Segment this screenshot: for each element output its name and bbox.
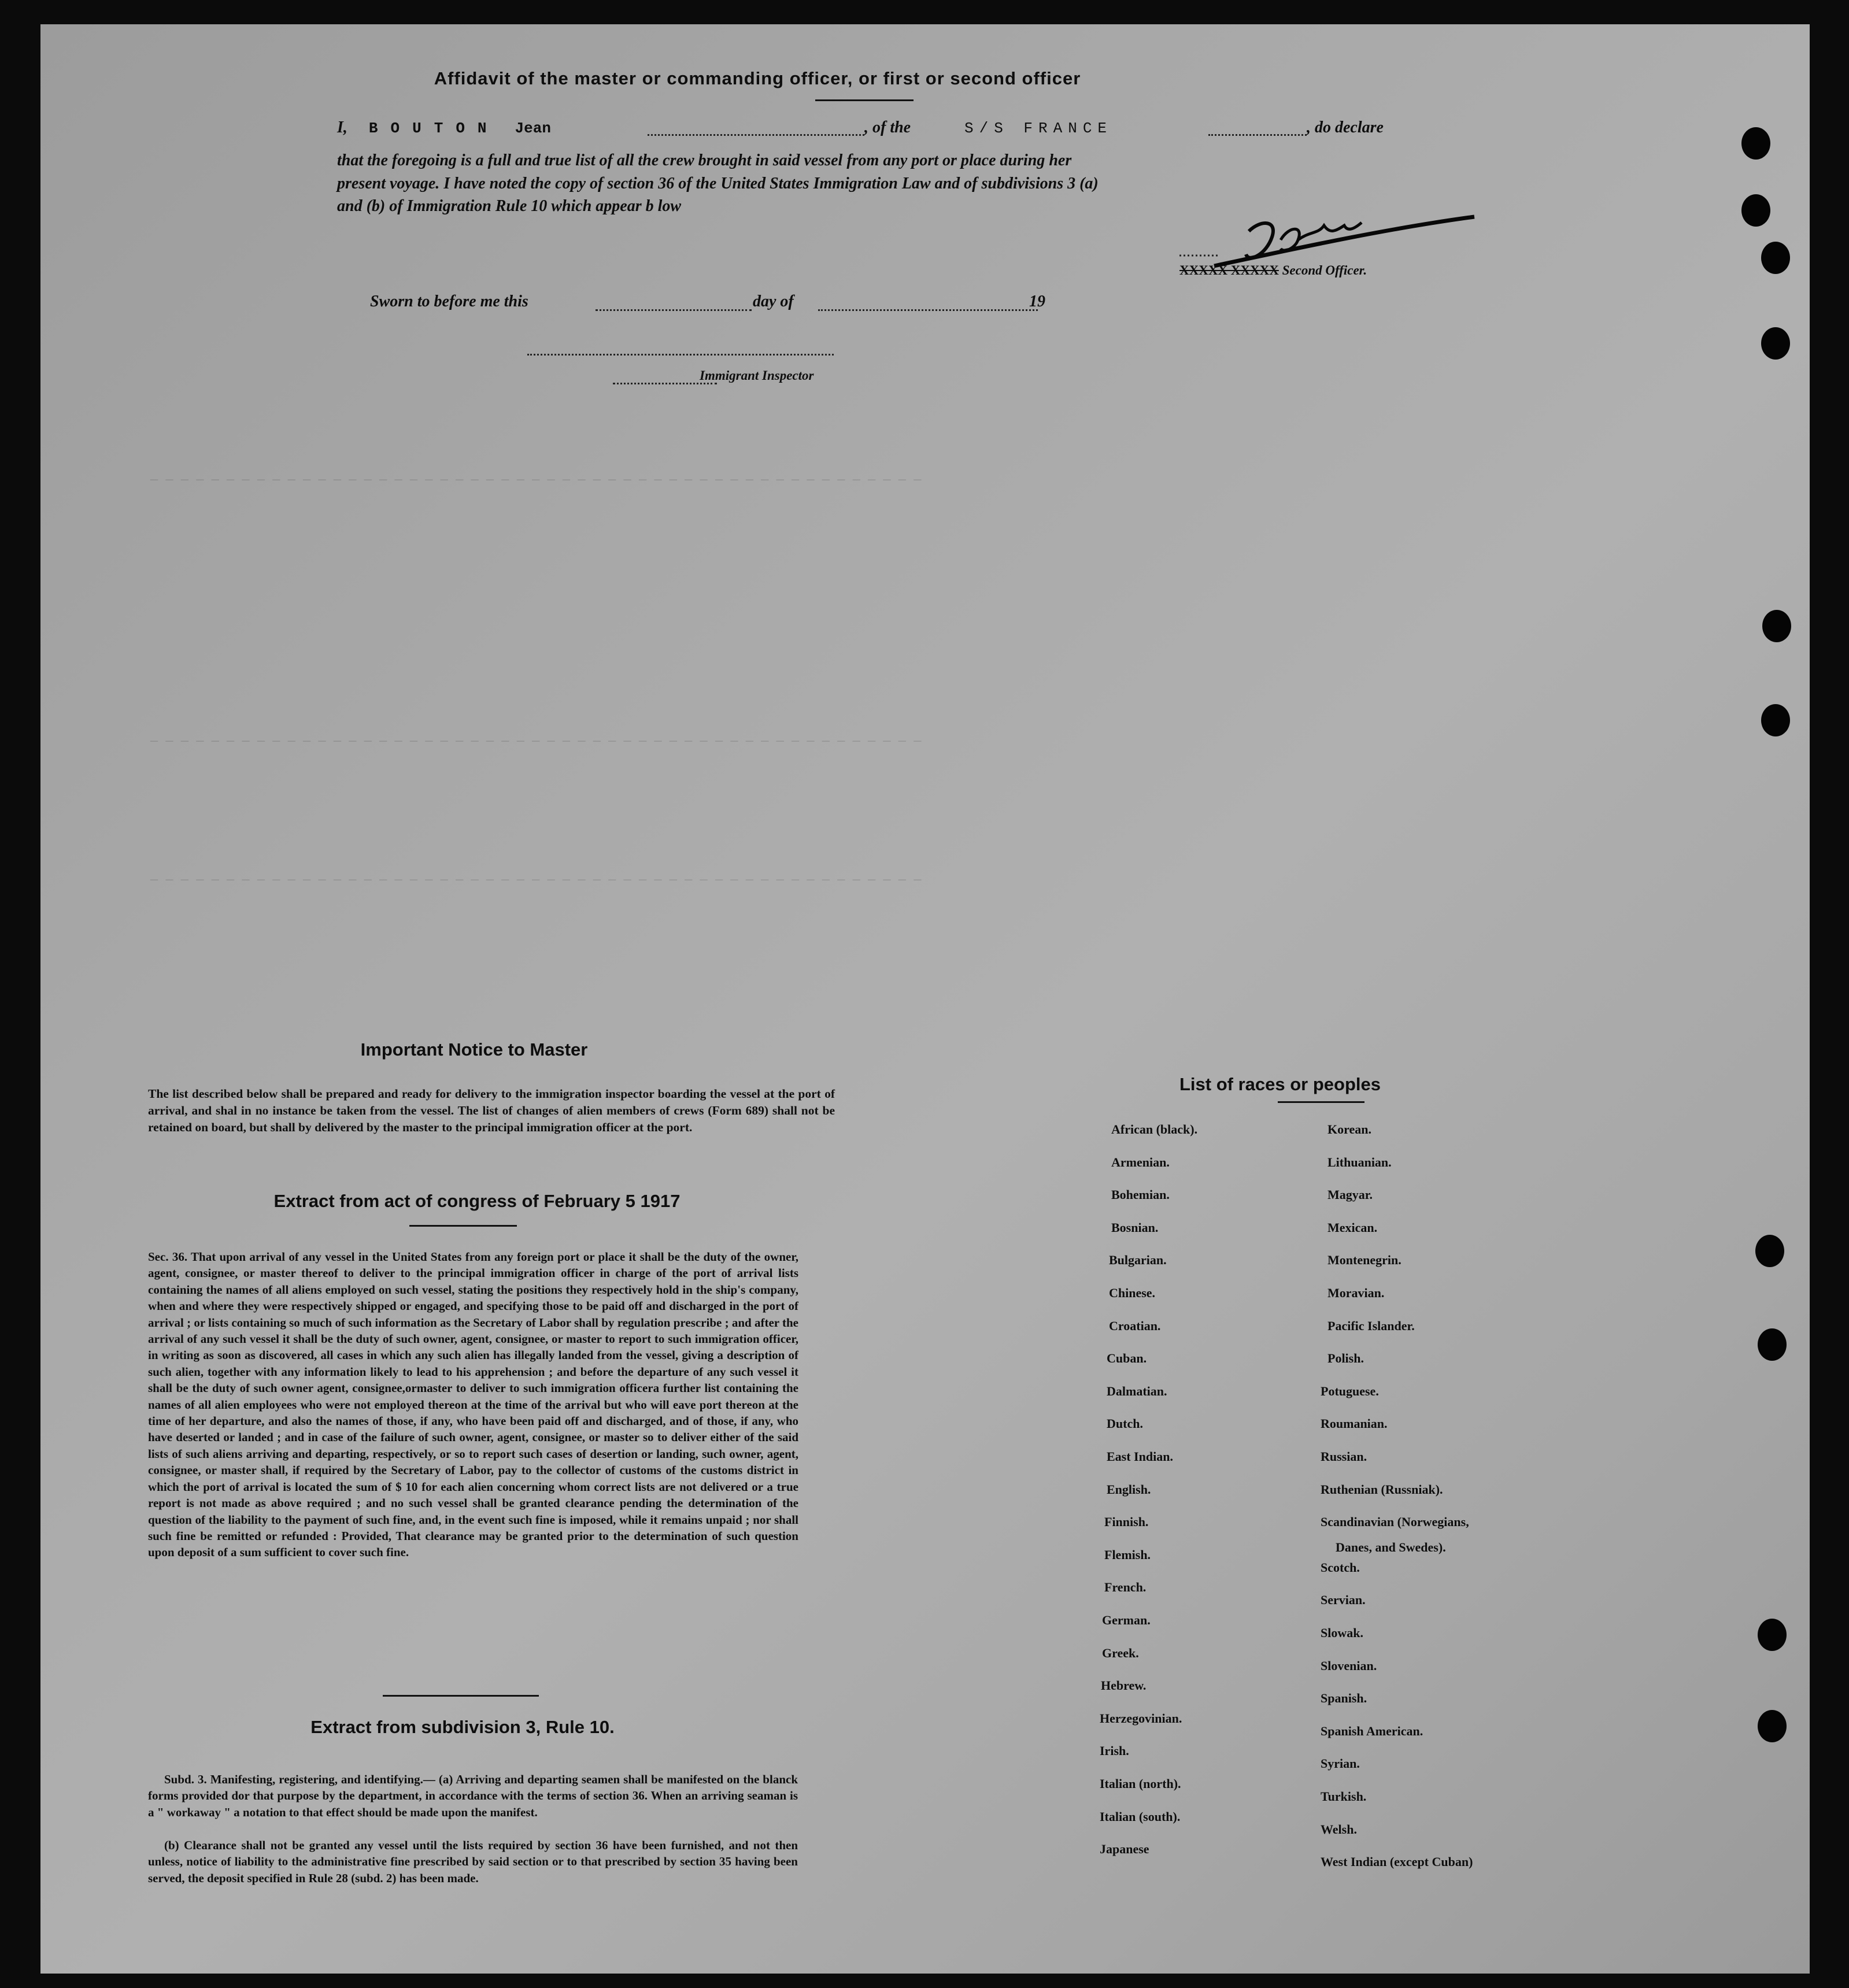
race-item: Russian. (1321, 1449, 1367, 1464)
divider (815, 99, 914, 101)
race-item: Dalmatian. (1107, 1383, 1167, 1398)
race-item: Scandinavian (Norwegians, (1321, 1515, 1469, 1530)
extract-act-body: Sec. 36. That upon arrival of any vessel in the United States from any foreign port or place it shall be the duty of the owner, agent, consignee, or master thereof to deliver to the principal immigration officer in charge of the port of arrival lists containing the names of all aliens employed on such vessel, stating the positions they respectively hold in the ship's company, when and where they were respectively shipped or engaged, and specifying those to be paid off and discharged in the port of arrival ; or lists containing so much of such information as the Secretary of Labor shall by regulation prescribe ; and after the arrival of any such vessel it shall be the duty of such owner, agent, consignee, or master to report to such immigration officer, in writing as soon as discovered, all cases in which any such alien has illegally landed from the vessel, giving a description of such alien, together with any information likely to lead to his apprehension ; and before the departure of any such vessel it shall be the duty of such owner agent, consignee,ormaster to deliver to such immigration officera further list containing the names of all alien employees who were not employed thereon at the time of the arrival but who will eave port thereon at the time of her departure, and also the names of those, if any, who have been paid off and discharged, and of those, if any, who have deserted or landed ; and in case of the failure of such owner, agent, consignee, or master so to deliver either of the said lists of such aliens arriving and departing, respectively, or so to report such cases of desertion or landing, such owner, agent, consignee, or master shall, if required by the Secretary of Labor, pay to the collector of customs of the customs district in which the port of arrival is located the sum of $ 10 for each alien concerning whom correct lists are not delivered or a true report is not made as above required ; and no such vessel shall be granted clearance pending the determination of the question of the liability to the payment of such fine, and, in the event such fine is imposed, while it remains unpaid ; nor shall such fine be remitted or refunded : Provided, That clearance may be granted prior to the determination of such question upon deposit of a sum sufficient to cover such fine. (148, 1250, 798, 1560)
fill-line (596, 309, 752, 311)
fill-line (1208, 134, 1307, 136)
bleed-through-mark: — — — — — — — — — — — — — — — — — — — — — — — — — — — — — — — — — — — — — — — — — — — — — — — — — — — (150, 473, 922, 487)
officer-given-name: Jean (515, 120, 551, 137)
struck-title: XXXXX XXXXX (1179, 263, 1279, 277)
declare-label: , do declare (1307, 119, 1384, 136)
race-item: Italian (north). (1100, 1776, 1181, 1791)
extract-act-title: Extract from act of congress of February 5 1917 (273, 1191, 681, 1211)
year-label: 19 (1029, 293, 1045, 310)
race-item: Turkish. (1321, 1789, 1367, 1804)
bleed-through-mark: — — — — — — — — — — — — — — — — — — — — — — — — — — — — — — — — — — — — — — — — — — — — — — — — — — — (150, 873, 922, 887)
divider (383, 1695, 539, 1697)
affidavit-line-3: present voyage. I have noted the copy of section 36 of the United States Immigration Law and of subdivisions 3 (a) (337, 175, 1099, 192)
race-item: Croatian. (1109, 1318, 1161, 1333)
affidavit-line-4: and (b) of Immigration Rule 10 which appear b low (337, 197, 682, 215)
race-item: Chinese. (1109, 1286, 1156, 1300)
race-item: Bohemian. (1111, 1187, 1170, 1202)
punch-hole (1761, 704, 1790, 736)
punch-hole (1741, 127, 1770, 160)
race-item: Danes, and Swedes). (1336, 1540, 1446, 1555)
divider (409, 1225, 517, 1227)
race-item: Bulgarian. (1109, 1253, 1167, 1268)
race-item: Syrian. (1321, 1756, 1360, 1771)
punch-hole (1755, 1235, 1784, 1267)
race-item: African (black). (1111, 1122, 1198, 1136)
races-title: List of races or peoples (1179, 1074, 1381, 1094)
race-item: Roumanian. (1321, 1416, 1388, 1431)
race-item: Italian (south). (1100, 1809, 1181, 1824)
race-item: Finnish. (1104, 1515, 1149, 1530)
race-item: Magyar. (1327, 1187, 1373, 1202)
race-item: Spanish American. (1321, 1723, 1423, 1738)
extract-rule-title: Extract from subdivision 3, Rule 10. (310, 1717, 615, 1737)
race-item: Servian. (1321, 1593, 1366, 1608)
bleed-through-mark: — — — — — — — — — — — — — — — — — — — — — — — — — — — — — — — — — — — — — — — — — — — — — — — — — — — (150, 734, 922, 749)
race-item: Korean. (1327, 1122, 1371, 1136)
officer-surname: BOUTON (368, 120, 500, 137)
race-item: Scotch. (1321, 1560, 1360, 1575)
punch-hole (1758, 1328, 1787, 1361)
manifest-page (40, 24, 1810, 1974)
fill-line (527, 354, 834, 356)
race-item: Mexican. (1327, 1220, 1378, 1235)
race-item: Japanese (1100, 1842, 1149, 1857)
punch-hole (1758, 1710, 1787, 1742)
punch-hole (1741, 194, 1770, 227)
race-item: Pacific Islander. (1327, 1318, 1415, 1333)
race-item: Moravian. (1327, 1286, 1385, 1300)
punch-hole (1762, 610, 1791, 642)
race-item: Spanish. (1321, 1691, 1367, 1706)
vessel-name: S/S FRANCE (964, 120, 1113, 137)
race-item: Herzegovinian. (1100, 1711, 1182, 1726)
race-item: Ruthenian (Russniak). (1321, 1482, 1443, 1497)
of-the-label: , of the (864, 119, 911, 136)
affidavit-title: Affidavit of the master or commanding officer, or first or second officer (434, 68, 1081, 88)
race-item: Cuban. (1107, 1351, 1147, 1366)
pronoun-label: I, (337, 119, 347, 136)
sworn-label: Sworn to before me this (370, 293, 528, 310)
day-of-label: day of (753, 293, 794, 310)
race-item: Hebrew. (1101, 1678, 1147, 1693)
race-item: Potuguese. (1321, 1383, 1379, 1398)
punch-hole (1761, 327, 1790, 360)
race-item: French. (1104, 1580, 1147, 1595)
inspector-label: Immigrant Inspector (700, 368, 814, 383)
race-item: Montenegrin. (1327, 1253, 1401, 1268)
race-item: West Indian (except Cuban) (1321, 1854, 1473, 1869)
affidavit-line-2: that the foregoing is a full and true list of all the crew brought in said vessel from any port or place during her (337, 151, 1072, 169)
race-item: Polish. (1327, 1351, 1364, 1366)
race-item: Flemish. (1104, 1547, 1151, 1562)
rule-paragraph-a: Subd. 3. Manifesting, registering, and identifying.— (a) Arriving and departing seamen shall be manifested on the blanck forms provided dor that purpose by the department, in accordance with the terms of section 36. When an arriving seaman is a " workaway " a notation to that effect should be made upon the manifest. (148, 1772, 798, 1819)
fill-line (818, 309, 1038, 311)
race-item: German. (1102, 1613, 1151, 1627)
race-item: Welsh. (1321, 1822, 1357, 1837)
signature-title: Second Officer. (1282, 263, 1367, 277)
race-item: Slovenian. (1321, 1658, 1377, 1673)
notice-body: The list described below shall be prepared and ready for delivery to the immigration inspector boarding the vessel at the port of arrival, and shal in no instance be taken from the vessel. The list of changes of alien members of crews (Form 689) shall not be retained on board, but shall by delivered by the master to the principal immigration officer at the port. (148, 1087, 835, 1134)
race-item: Armenian. (1111, 1154, 1170, 1169)
notice-title: Important Notice to Master (360, 1039, 588, 1060)
fill-line (648, 134, 864, 136)
race-item: Greek. (1102, 1645, 1139, 1660)
punch-hole (1758, 1619, 1787, 1651)
divider (1278, 1101, 1364, 1103)
race-item: English. (1107, 1482, 1151, 1497)
race-item: Irish. (1100, 1743, 1129, 1759)
race-item: Dutch. (1107, 1416, 1143, 1431)
race-item: Lithuanian. (1327, 1154, 1392, 1169)
rule-paragraph-b: (b) Clearance shall not be granted any vessel until the lists required by section 36 have been furnished, and not then unless, notice of liability to the administrative fine prescribed by said section or to that prescribed by section 35 having been served, the deposit specified in Rule 28 (subd. 2) has been made. (148, 1838, 798, 1885)
punch-hole (1761, 242, 1790, 274)
race-item: Slowak. (1321, 1626, 1363, 1640)
affidavit-line-1 (337, 119, 551, 137)
signature-caption (1179, 263, 1367, 278)
race-item: East Indian. (1107, 1449, 1173, 1464)
race-item: Bosnian. (1111, 1220, 1159, 1235)
